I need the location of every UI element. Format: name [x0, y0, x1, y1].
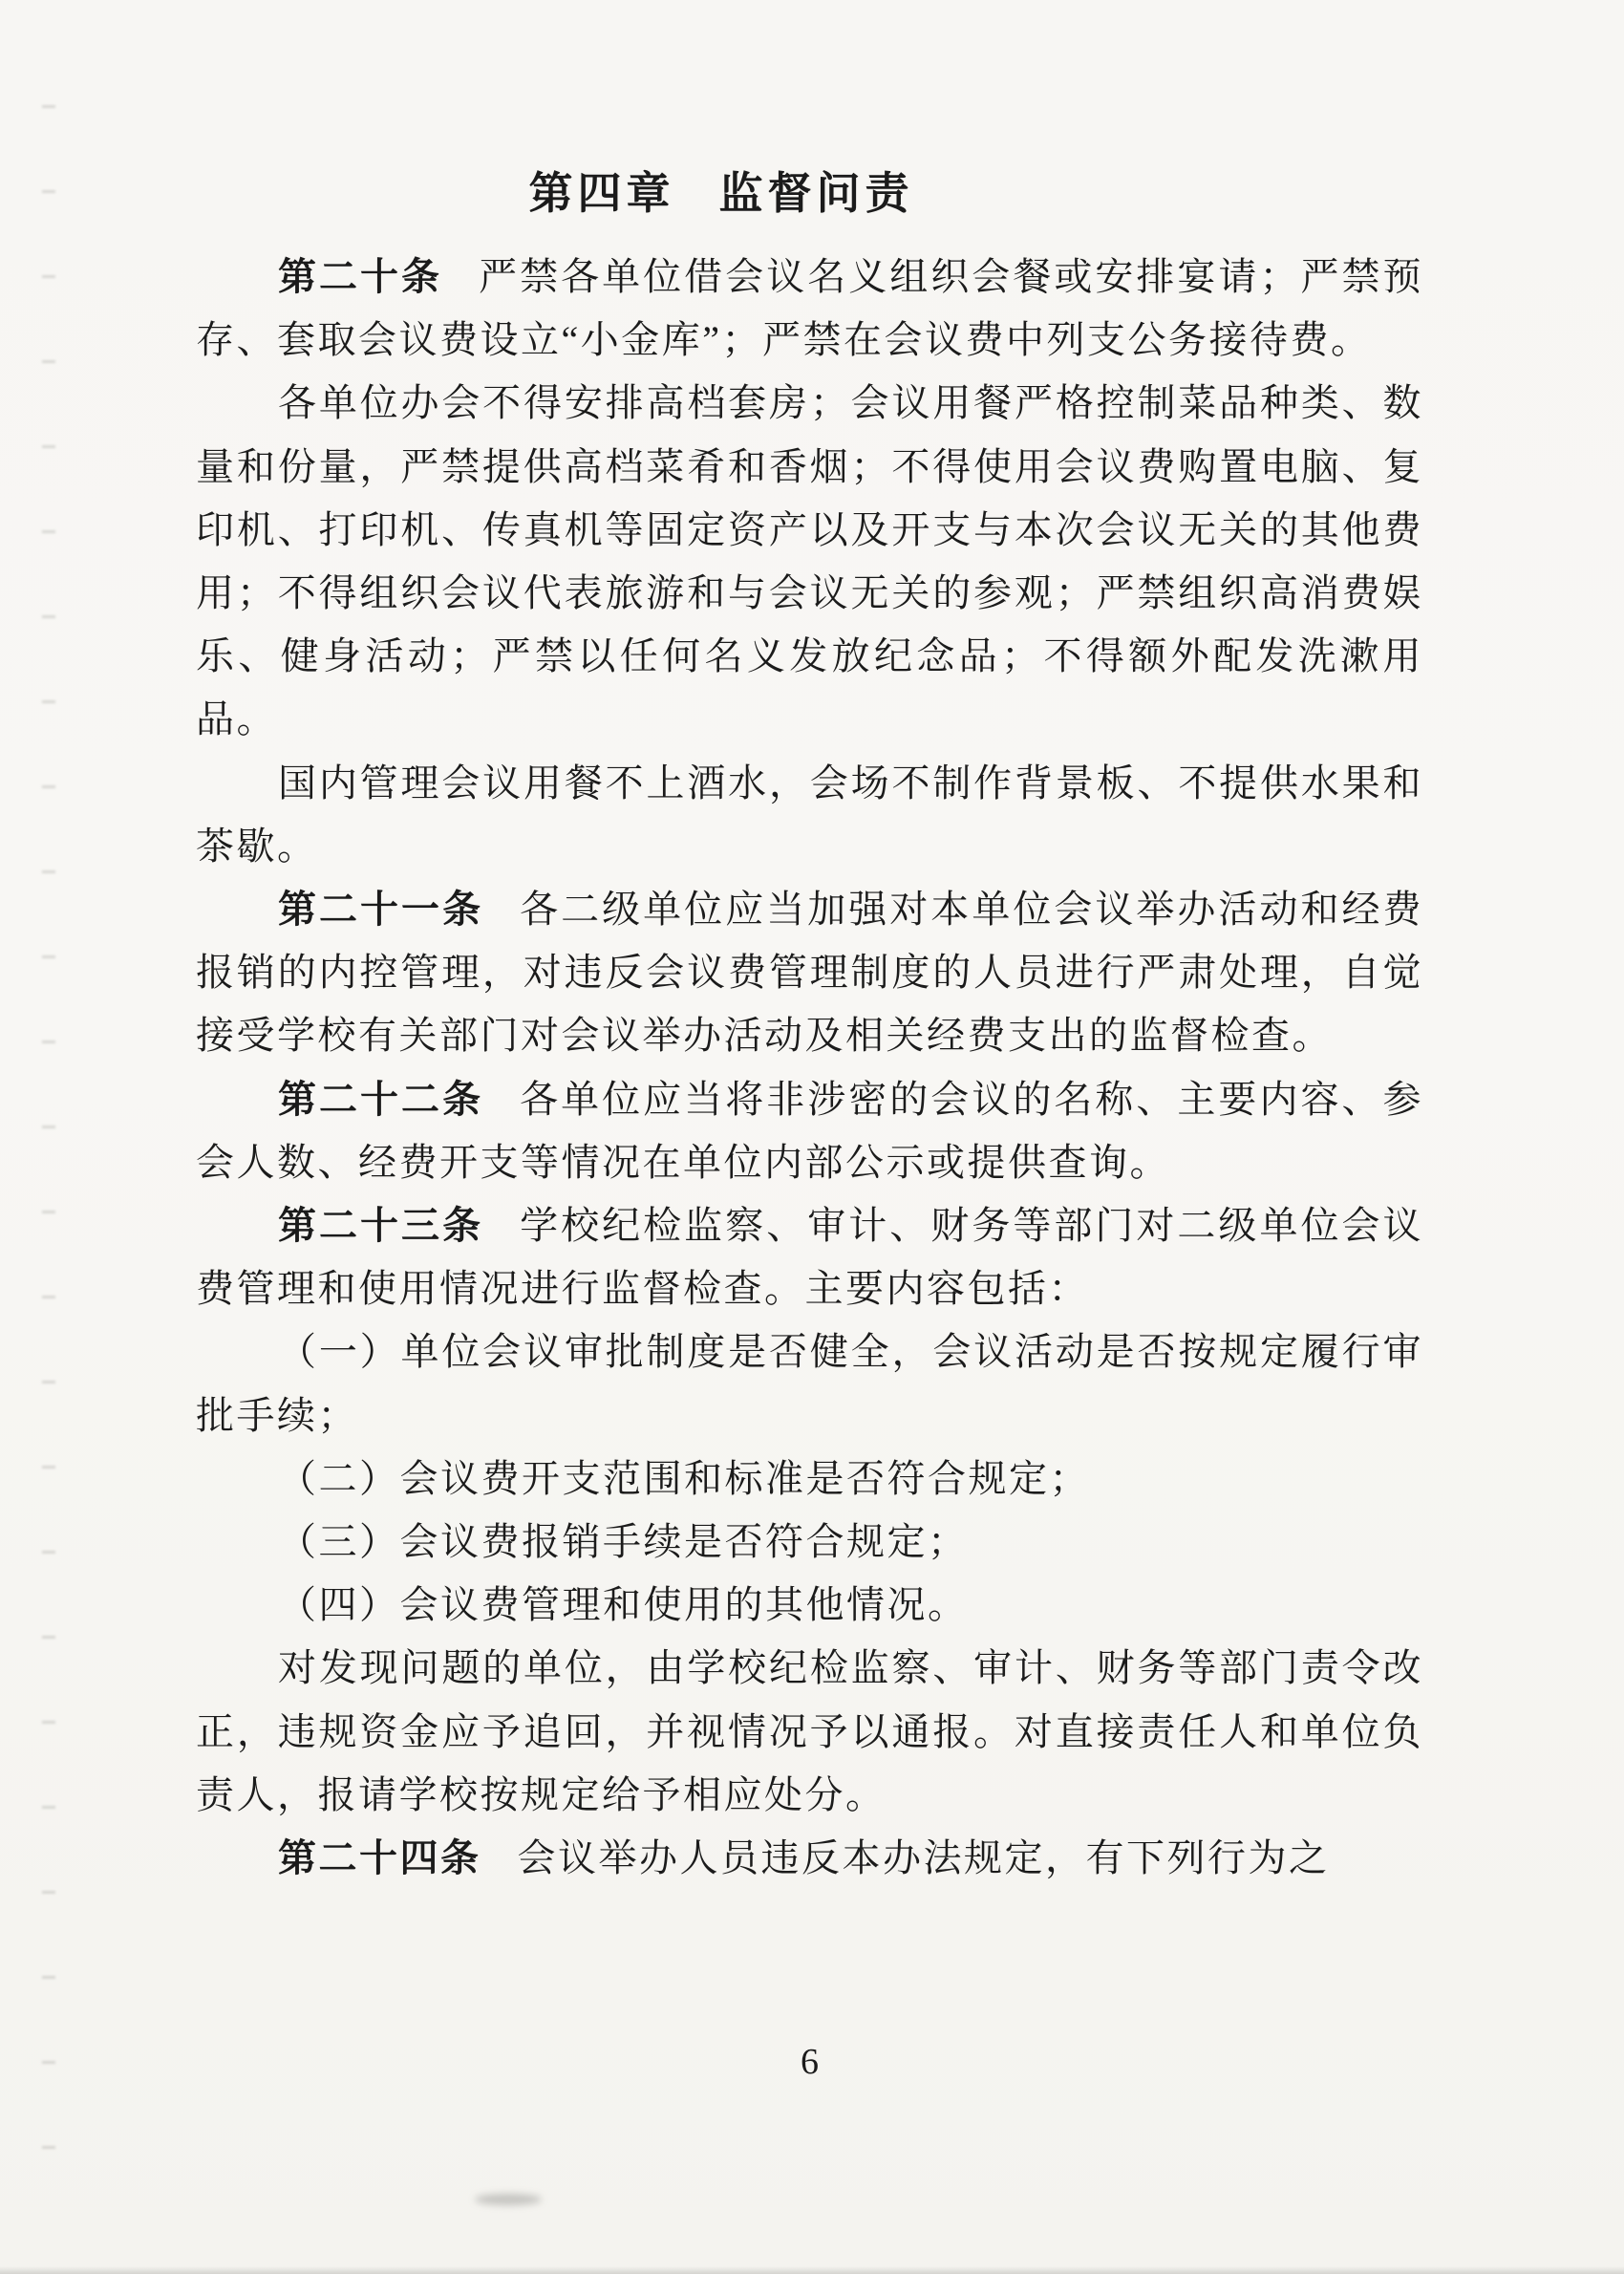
paragraph [196, 372, 1423, 751]
paragraph-text: 严禁各单位借会议名义组织会餐或安排宴请；严禁预存、套取会议费设立“小金库”；严禁在会议费中列支公务接待费。 [196, 255, 1424, 362]
paragraph-text: 各单位办会不得安排高档套房；会议用餐严格控制菜品种类、数量和份量，严禁提供高档菜肴和香烟；不得使用会议费购置电脑、复印机、打印机、传真机等固定资产以及开支与本次会议无关的其他费用；不得组织会议代表旅游和与会议无关的参观；严禁组织高消费娱乐、健身活动；严禁以任何名义发放纪念品；不得额外配发洗漱用品。 [196, 381, 1423, 741]
paragraph [196, 1194, 1423, 1320]
paragraph-text: 会议举办人员违反本办法规定，有下列行为之 [517, 1836, 1330, 1880]
chapter-number: 第四章 [528, 168, 675, 218]
article-number: 第二十条 [278, 256, 443, 298]
article-number: 第二十二条 [278, 1078, 484, 1121]
paragraph [196, 1320, 1423, 1447]
paragraph [196, 1068, 1423, 1194]
chapter-name: 监督问责 [718, 168, 914, 218]
paragraph [196, 1448, 1423, 1511]
article-number: 第二十四条 [278, 1837, 481, 1880]
paragraph-text: 各单位应当将非涉密的会议的名称、主要内容、参会人数、经费开支等情况在单位内部公示或提供查询。 [196, 1077, 1424, 1184]
paragraph-text: （二）会议费开支范围和标准是否符合规定； [278, 1456, 1090, 1500]
scan-artifact-left-edge [42, 105, 55, 2226]
document-body [196, 246, 1423, 1890]
paragraph-text: 国内管理会议用餐不上酒水，会场不制作背景板、不提供水果和茶歇。 [196, 761, 1423, 868]
paragraph [196, 752, 1423, 878]
paragraph [196, 1637, 1423, 1827]
paragraph-text: （四）会议费管理和使用的其他情况。 [278, 1583, 969, 1627]
article-number: 第二十三条 [278, 1205, 484, 1248]
scan-artifact-bottom-edge [0, 2266, 1624, 2274]
paragraph [196, 1827, 1423, 1890]
chapter-title [110, 159, 1333, 222]
paragraph [196, 878, 1423, 1068]
paragraph [196, 1574, 1423, 1637]
article-number: 第二十一条 [278, 889, 484, 932]
paragraph-text: 学校纪检监察、审计、财务等部门对二级单位会议费管理和使用情况进行监督检查。主要内容包括： [196, 1204, 1424, 1311]
page-number: 6 [801, 2042, 819, 2082]
paragraph-text: 对发现问题的单位，由学校纪检监察、审计、财务等部门责令改正，违规资金应予追回，并视情况予以通报。对直接责任人和单位负责人，报请学校按规定给予相应处分。 [196, 1646, 1423, 1816]
paragraph-text: 各二级单位应当加强对本单位会议举办活动和经费报销的内控管理，对违反会议费管理制度的人员进行严肃处理，自觉接受学校有关部门对会议举办活动及相关经费支出的监督检查。 [196, 888, 1424, 1058]
paragraph-text: （一）单位会议审批制度是否健全，会议活动是否按规定履行审批手续； [196, 1330, 1423, 1437]
paragraph-text: （三）会议费报销手续是否符合规定； [278, 1520, 969, 1564]
paragraph [196, 1511, 1423, 1574]
paragraph [196, 246, 1423, 372]
scan-artifact-smudge [475, 2194, 542, 2205]
